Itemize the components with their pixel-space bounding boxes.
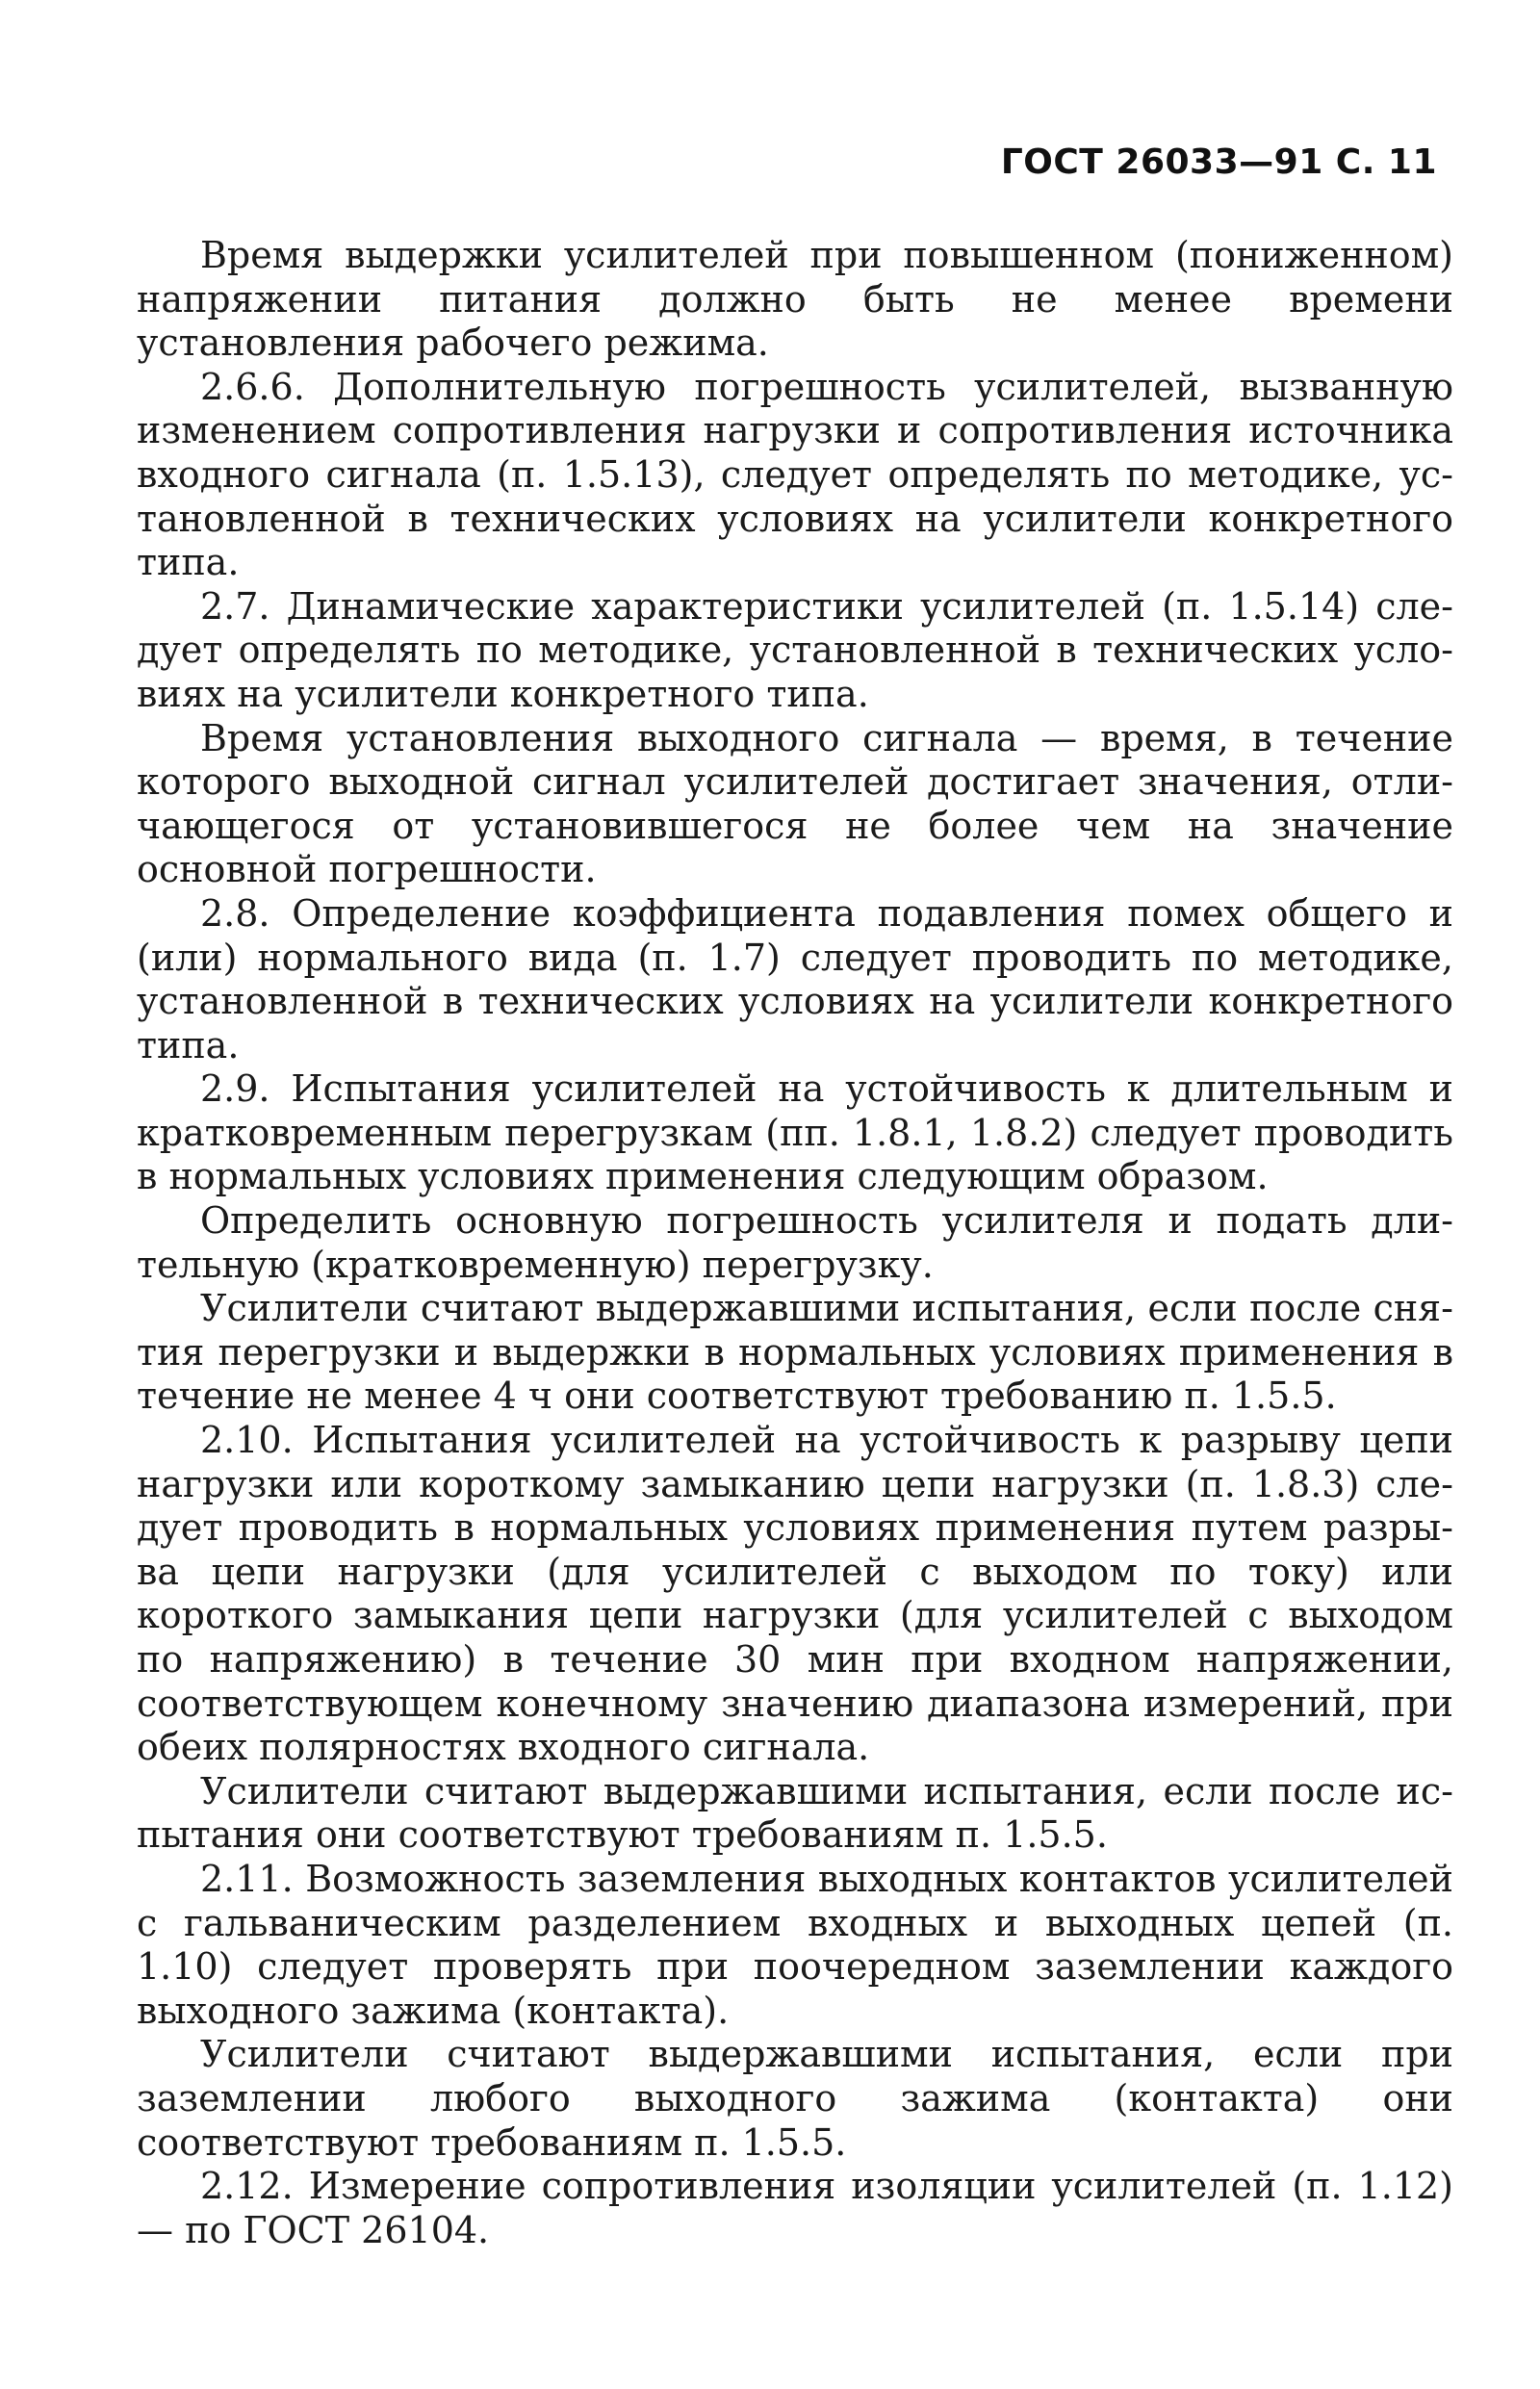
document-body	[137, 234, 1453, 2252]
paragraph-2-8: 2.8. Определение коэффициента подавления помех общего и (или) нормального вида (п. 1.7) следует проводить по методике, установленной в технических условиях на усилители конкретного типа.	[137, 891, 1453, 1066]
page-header: ГОСТ 26033—91 С. 11	[1000, 142, 1437, 182]
paragraph-break-pass: Усилители считают выдержавшими испытания, если после испытания они соответствуют требованиям п. 1.5.5.	[137, 1769, 1453, 1857]
paragraph-2-12: 2.12. Измерение сопротивления изоляции усилителей (п. 1.12) — по ГОСТ 26104.	[137, 2165, 1453, 2251]
paragraph-output-settling: Время установления выходного сигнала — время, в течение которого выходной сигнал усилителей достигает значения, отличающегося от установившегося не более чем на значение основной погрешности.	[137, 716, 1453, 891]
paragraph-2-11: 2.11. Возможность заземления выходных контактов усилителей с гальваническим разделением входных и выходных цепей (п. 1.10) следует проверять при поочередном заземлении каждого выходного зажима (контакта).	[137, 1857, 1453, 2032]
paragraph-grounding-pass: Усилители считают выдержавшими испытания, если при заземлении любого выходного зажима (контакта) они соответствуют требованиям п. 1.5.5.	[137, 2033, 1453, 2164]
paragraph-1: Время выдержки усилителей при повышенном (пониженном) напряжении питания должно быть не менее времени установления рабочего режима.	[137, 234, 1453, 365]
paragraph-2-6-6: 2.6.6. Дополнительную погрешность усилителей, вызванную изменением сопротивления нагрузки и сопротивления источника входного сигнала (п. 1.5.13), следует определять по методике, установленной в технических условиях на усилители конкретного типа.	[137, 365, 1453, 584]
paragraph-2-7: 2.7. Динамические характеристики усилителей (п. 1.5.14) следует определять по методике, установленной в технических условиях на усилители конкретного типа.	[137, 584, 1453, 715]
paragraph-2-10: 2.10. Испытания усилителей на устойчивость к разрыву цепи нагрузки или короткому замыканию цепи нагрузки (п. 1.8.3) следует проводить в нормальных условиях применения путем разрыва цепи нагрузки (для усилителей с выходом по току) или короткого замыкания цепи нагрузки (для усилителей с выходом по напряжению) в течение 30 мин при входном напряжении, соответствующем конечному значению диапазона измерений, при обеих полярностях входного сигнала.	[137, 1419, 1453, 1769]
paragraph-2-9: 2.9. Испытания усилителей на устойчивость к длительным и кратковременным перегрузкам (пп. 1.8.1, 1.8.2) следует проводить в нормальных условиях применения следующим образом.	[137, 1067, 1453, 1198]
paragraph-overload-pass: Усилители считают выдержавшими испытания, если после снятия перегрузки и выдержки в нормальных условиях применения в течение не менее 4 ч они соответствуют требованию п. 1.5.5.	[137, 1287, 1453, 1418]
paragraph-determine-error: Определить основную погрешность усилителя и подать длительную (кратковременную) перегрузку.	[137, 1199, 1453, 1286]
